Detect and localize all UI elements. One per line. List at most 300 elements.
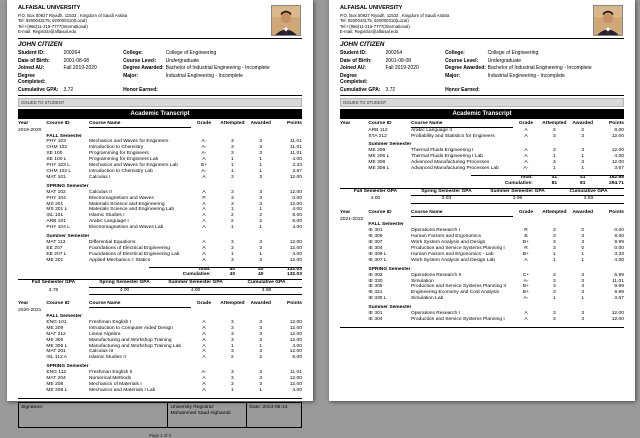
course-id-cell: ME 308: [368, 160, 386, 166]
course-row: [18, 388, 302, 394]
attempted-cell: 1: [231, 157, 234, 163]
awarded-cell: 3: [581, 240, 585, 246]
info-label: Joined AU:: [18, 65, 45, 72]
points-cell: 8.00: [292, 355, 302, 361]
course-id-cell: IE 309: [368, 234, 383, 240]
col-points: Points: [608, 120, 624, 126]
attempted-cell: 3: [553, 228, 556, 234]
course-id-cell: IE 307 L: [368, 257, 387, 263]
info-value: 3.72: [385, 87, 396, 94]
university-tel-local: Tel: 9200043175, 920000310(Local): [340, 18, 409, 24]
awarded-cell: 2: [581, 127, 585, 133]
course-row: [340, 134, 624, 140]
grade-cell: A-: [523, 278, 529, 284]
info-value: College of Engineering: [165, 50, 217, 56]
course-id-cell: CHM 102: [46, 145, 68, 151]
date-cell: Date: 2023-06-14: [249, 404, 288, 410]
cumulative-row: [340, 181, 624, 187]
col-year: Year: [18, 301, 29, 307]
info-label: Degree Awarded:: [123, 65, 164, 72]
total-row: [340, 175, 624, 181]
attempted-cell: 3: [553, 272, 556, 278]
awarded-cell: 0: [581, 228, 585, 234]
grade-cell: B+: [522, 251, 530, 257]
course-name-cell: Differential Equations: [88, 239, 136, 245]
course-id-cell: IE 330: [368, 278, 383, 284]
course-name-cell: Human Factors and Ergonomics - Lab: [410, 251, 494, 257]
course-id-cell: IE 302: [368, 272, 383, 278]
student-info: [340, 50, 624, 93]
attempted-cell: 3: [231, 381, 234, 387]
year-cell: [18, 355, 46, 361]
course-name-cell: Mechanics of Materials I: [88, 381, 142, 387]
gpa-cumulative-label: Cumulative GPA: [247, 280, 286, 286]
course-name-cell: Numerical Methods: [88, 376, 132, 382]
course-name-cell: Work System Analysis and Design: [410, 240, 486, 246]
year-cell: [18, 225, 46, 231]
points-cell: 4.00: [292, 225, 302, 231]
awarded-cell: 3: [259, 145, 263, 151]
gpa-summary: [340, 188, 624, 204]
course-id-cell: PHY 104: [46, 195, 66, 201]
grade-cell: A: [202, 387, 206, 393]
course-id-cell: MAT 113: [46, 239, 66, 245]
info-label: Major:: [445, 73, 461, 80]
grade-cell: A: [524, 133, 528, 139]
attempted-cell: 3: [231, 201, 234, 207]
attempted-cell: 1: [553, 251, 556, 257]
year-cell: [18, 388, 46, 394]
col-course-id: Course ID: [368, 120, 392, 126]
cumulative-label: Cumulative:: [504, 180, 533, 186]
course-id-cell: ME 208 L: [46, 387, 68, 393]
gpa-summer-value: 3.96: [512, 196, 523, 202]
awarded-cell: 2: [259, 213, 263, 219]
awarded-cell: 3: [259, 376, 263, 382]
cumulative-label: Cumulative:: [182, 272, 211, 278]
course-id-cell: PHY 103 L: [46, 163, 70, 169]
gpa-cumulative-value: 3.88: [261, 287, 272, 293]
grade-cell: A: [202, 225, 206, 231]
gpa-values: [340, 196, 624, 202]
awarded-cell: 3: [581, 290, 585, 296]
course-name-cell: Materials Science and Engineering: [88, 201, 165, 207]
info-label: Degree Awarded:: [445, 65, 486, 72]
points-cell: 12.00: [289, 201, 302, 207]
course-name-cell: Arabic Language I: [88, 219, 129, 225]
gpa-labels: [340, 189, 624, 195]
points-cell: 12.00: [289, 337, 302, 343]
year-value: 2021-2022: [340, 216, 364, 222]
info-label: Cumulative GPA:: [18, 87, 59, 94]
awarded-cell: 3: [259, 381, 263, 387]
course-id-cell: ME 306: [46, 337, 64, 343]
course-id-cell: IE 309 L: [368, 251, 387, 257]
awarded-cell: 3: [581, 272, 585, 278]
course-name-cell: Materials Science and Engineering Lab: [88, 207, 175, 213]
awarded-cell: 2: [259, 355, 263, 361]
awarded-cell: 1: [581, 166, 585, 172]
university-address: P.O. Box 50927 Riyadh, 11533 , Kingdom of Saudi Arabia: [18, 12, 128, 18]
issued-to-student-bar: ISSUED TO STUDENT: [18, 98, 302, 107]
points-cell: 4.00: [292, 387, 302, 393]
total-label: Total:: [519, 174, 533, 180]
course-id-cell: IE 301: [368, 228, 383, 234]
grade-cell: B+: [522, 284, 530, 290]
course-id-cell: ME 201: [46, 257, 64, 263]
col-attempted: Attempted: [542, 120, 567, 126]
header-divider: [18, 38, 302, 39]
course-name-cell: Linear Algebra: [88, 331, 121, 337]
info-value: Fall 2019-2020: [385, 65, 419, 72]
course-id-cell: PHY 104 L: [46, 225, 70, 231]
attempted-cell: 1: [553, 296, 556, 302]
attempted-cell: 1: [231, 207, 234, 213]
col-course-name: Course Name: [411, 121, 513, 128]
info-label: Honor Earned:: [123, 87, 158, 94]
points-cell: 12.00: [289, 331, 302, 337]
info-label: Degree Completed:: [340, 73, 368, 86]
course-name-cell: Introduction to Chemistry: [88, 145, 144, 151]
course-name-cell: Mechanics and Materials I Lab: [88, 387, 156, 393]
total-awarded: 40: [258, 266, 264, 272]
col-year: Year: [18, 120, 29, 126]
course-id-cell: ME 206 L: [368, 154, 390, 160]
grade-cell: A: [202, 201, 206, 207]
course-id-cell: IE 330 L: [368, 296, 387, 302]
total-label: Total:: [197, 266, 211, 272]
gpa-spring-value: 4.00: [119, 287, 130, 293]
course-id-cell: ME 209: [46, 325, 64, 331]
course-name-cell: Human Factors and Ergonomics: [410, 234, 482, 240]
university-address: P.O. Box 50927 Riyadh, 11533 , Kingdom of Saudi Arabia: [340, 12, 450, 18]
course-name-cell: Engineering Economy and Cost Analysis: [410, 290, 500, 296]
course-id-cell: EE 207: [46, 245, 63, 251]
gpa-fall-label: Fall Semester GPA: [31, 280, 76, 286]
info-label: Cumulative GPA:: [340, 87, 381, 94]
course-name-cell: Operations Research I: [410, 228, 460, 234]
table-end-rule: [340, 327, 624, 328]
university-info: [18, 5, 127, 35]
course-row: [340, 296, 624, 302]
points-cell: 12.00: [289, 174, 302, 180]
points-cell: 3.67: [614, 166, 624, 172]
col-points: Points: [608, 209, 624, 215]
cumulative-points: 132.03: [286, 272, 302, 278]
info-value: Undergraduate: [165, 57, 200, 64]
points-cell: 8.00: [292, 213, 302, 219]
col-year: Year: [340, 209, 351, 215]
attempted-cell: 1: [553, 154, 556, 160]
awarded-cell: 1: [259, 157, 263, 163]
transcript-title: Academic Transcript: [18, 109, 302, 119]
attempted-cell: 3: [553, 284, 556, 290]
grade-cell: A: [524, 148, 528, 154]
grade-cell: A: [202, 381, 206, 387]
course-name-cell: Manufacturing and Workshop Training Lab: [88, 343, 182, 349]
col-attempted: Attempted: [220, 120, 245, 126]
attempted-cell: 1: [231, 343, 234, 349]
semester-name: FALL Semester: [46, 314, 82, 319]
points-cell: 12.00: [289, 189, 302, 195]
course-name-cell: Simulation Lab: [410, 296, 444, 302]
awarded-cell: 0: [581, 246, 585, 252]
points-cell: 3.67: [292, 168, 302, 174]
attempted-cell: 3: [231, 239, 234, 245]
course-id-cell: ISL 101: [46, 213, 64, 219]
semester-name: FALL Semester: [46, 133, 82, 139]
awarded-cell: 1: [259, 163, 263, 169]
semester-spacer: [340, 323, 624, 326]
info-value: [385, 73, 445, 85]
course-id-cell: MAT 102: [46, 189, 66, 195]
grade-cell: A-: [523, 296, 529, 302]
university-tel-international: Tel:+(966)11-215-7777(International): [340, 23, 410, 29]
course-name-cell: Introduction to Chemistry Lab: [88, 168, 153, 174]
year-cell: [18, 258, 46, 264]
points-cell: 12.00: [289, 239, 302, 245]
year-cell: [340, 296, 368, 302]
grade-cell: A: [524, 311, 528, 317]
year-cell: [18, 175, 46, 181]
attempted-cell: 3: [231, 139, 234, 145]
points-cell: 12.00: [289, 381, 302, 387]
col-course-name: Course Name: [411, 210, 513, 217]
col-course-id: Course ID: [46, 301, 70, 307]
university-info: [340, 5, 449, 35]
awarded-cell: 3: [581, 278, 585, 284]
awarded-cell: 3: [259, 151, 263, 157]
course-name-cell: Foundations of Electrical Engineering: [88, 245, 170, 251]
info-label: Student ID:: [340, 50, 367, 56]
course-name-cell: Foundations of Electrical Engineering Lab: [88, 251, 180, 257]
awarded-cell: 3: [259, 139, 263, 145]
course-id-cell: EE 207 L: [46, 251, 67, 257]
awarded-cell: 1: [259, 207, 263, 213]
attempted-cell: 1: [231, 387, 234, 393]
attempted-cell: 2: [231, 219, 234, 225]
points-cell: 6.99: [614, 272, 624, 278]
year-block: [18, 121, 302, 295]
points-cell: 4.00: [292, 343, 302, 349]
grade-cell: A-: [201, 145, 207, 151]
info-value: [166, 87, 302, 93]
course-id-cell: IE 307: [368, 240, 383, 246]
course-row: [18, 175, 302, 181]
grade-cell: A: [524, 127, 528, 133]
points-cell: 3.67: [614, 296, 624, 302]
grade-cell: A: [202, 355, 206, 361]
grade-cell: A: [202, 257, 206, 263]
attempted-cell: 3: [553, 290, 556, 296]
course-name-cell: Manufacturing and Workshop Training: [88, 337, 172, 343]
awarded-cell: 3: [259, 337, 263, 343]
course-id-cell: MS 201: [46, 201, 64, 207]
awarded-cell: 1: [581, 296, 585, 302]
awarded-cell: 3: [581, 311, 585, 317]
attempted-cell: 3: [231, 325, 234, 331]
col-attempted: Attempted: [542, 209, 567, 215]
info-value: Undergraduate: [487, 57, 522, 64]
awarded-cell: 3: [259, 257, 263, 263]
course-id-cell: IE 304: [368, 246, 383, 252]
course-name-cell: Production and Service Systems Planning I: [410, 317, 505, 322]
course-row: [340, 317, 624, 323]
course-id-cell: ENG 101: [46, 319, 67, 325]
course-id-cell: ENG 112: [46, 370, 67, 376]
total-attempted: 40: [229, 266, 236, 272]
attempted-cell: 3: [231, 174, 234, 180]
awarded-cell: 3: [259, 174, 263, 180]
info-value: [488, 87, 624, 93]
total-awarded: 41: [580, 174, 586, 180]
col-grade: Grade: [518, 120, 534, 126]
attempted-cell: 3: [553, 133, 556, 139]
attempted-cell: 3: [231, 189, 234, 195]
course-id-cell: ARB 101: [46, 219, 66, 225]
points-cell: 12.00: [611, 311, 624, 317]
table-header-row: [18, 121, 302, 128]
course-id-cell: MS 201 L: [46, 207, 68, 213]
attempted-cell: 3: [553, 278, 556, 284]
info-value: Bachelor of Industrial Engineering - Incomplete: [487, 65, 592, 72]
course-name-cell: Production and Service Systems Planning II: [410, 284, 507, 290]
course-name-cell: Work System Analysis and Design Lab: [410, 257, 495, 263]
course-name-cell: Mechanics and Waves for Engineers: [88, 139, 169, 145]
grade-cell: A: [202, 319, 206, 325]
awarded-cell: 3: [259, 189, 263, 195]
course-name-cell: Calculus II: [88, 189, 112, 195]
course-id-cell: ME 306 L: [46, 343, 68, 349]
points-cell: 0.00: [292, 195, 302, 201]
points-cell: 4.00: [292, 157, 302, 163]
grade-cell: A: [524, 154, 528, 160]
attempted-cell: 3: [553, 317, 556, 322]
info-divider: [340, 95, 624, 96]
attempted-cell: 2: [231, 355, 234, 361]
attempted-cell: 2: [553, 127, 556, 133]
year-cell: [340, 258, 368, 264]
course-name-cell: Probability and Statistics for Engineers: [410, 133, 495, 139]
total-points: 132.03: [286, 266, 302, 272]
attempted-cell: 3: [231, 151, 234, 157]
signature-cell: Signature:: [19, 403, 168, 427]
year-value: 2020-2021: [18, 308, 42, 314]
grade-cell: A: [202, 219, 206, 225]
course-id-cell: IE 304: [368, 317, 383, 322]
grade-cell: A: [524, 160, 528, 166]
course-id-cell: ME 206: [368, 148, 386, 154]
points-cell: 9.00: [614, 234, 624, 240]
course-id-cell: MAT 204: [46, 376, 66, 382]
semester-name: Summer Semester: [368, 305, 412, 311]
info-label: Course Level:: [123, 57, 157, 64]
attempted-cell: 3: [231, 257, 234, 263]
col-awarded: Awarded: [250, 301, 272, 307]
awarded-cell: 1: [581, 257, 585, 263]
grade-cell: A-: [201, 139, 207, 145]
attempted-cell: 1: [231, 251, 234, 257]
attempted-cell: 3: [231, 331, 234, 337]
grade-cell: C+: [522, 272, 530, 278]
awarded-cell: 3: [581, 133, 585, 139]
col-year: Year: [340, 120, 351, 126]
awarded-cell: 1: [581, 251, 585, 257]
cumulative-attempted: 81: [551, 180, 558, 186]
course-id-cell: MAT 101: [46, 174, 66, 180]
attempted-cell: 1: [231, 168, 234, 174]
page-2: [329, 0, 635, 401]
col-points: Points: [286, 301, 302, 307]
col-course-name: Course Name: [89, 301, 191, 308]
course-name-cell: Programming for Engineers: [88, 151, 149, 157]
course-id-cell: IE 301: [368, 311, 383, 317]
grade-cell: B+: [522, 290, 530, 296]
info-value: College of Engineering: [487, 50, 539, 56]
info-value: Industrial Engineering - Incomplete: [165, 73, 243, 80]
attempted-cell: 3: [553, 234, 556, 240]
student-name: JOHN CITIZEN: [340, 41, 385, 48]
grade-cell: A: [202, 245, 206, 251]
course-row: [340, 258, 624, 264]
points-cell: 12.00: [289, 349, 302, 355]
points-cell: 0.00: [614, 228, 624, 234]
total-row: [18, 267, 302, 273]
points-cell: 3.33: [614, 251, 624, 257]
course-name-cell: Thermal Fluids Engineering I: [410, 148, 474, 154]
grade-cell: A: [524, 317, 528, 322]
registrar-label: University Registrar:: [170, 404, 215, 410]
student-photo: [593, 5, 623, 36]
awarded-cell: 3: [581, 234, 585, 240]
points-cell: 12.00: [289, 245, 302, 251]
awarded-cell: 3: [581, 160, 585, 166]
attempted-cell: 1: [553, 166, 556, 172]
col-grade: Grade: [196, 120, 212, 126]
info-label: Joined AU:: [340, 65, 367, 72]
info-label: Date of Birth:: [340, 57, 372, 64]
points-cell: 9.99: [614, 290, 624, 296]
course-id-cell: MAT 212: [46, 331, 66, 337]
total-attempted: 41: [551, 174, 558, 180]
points-cell: 12.00: [611, 317, 624, 322]
col-course-id: Course ID: [46, 120, 70, 126]
cumulative-attempted: 40: [229, 272, 236, 278]
course-name-cell: Freshman English I: [88, 319, 132, 325]
attempted-cell: 3: [231, 145, 234, 151]
col-course-id: Course ID: [368, 209, 392, 215]
course-id-cell: CHM 102 L: [46, 168, 72, 174]
attempted-cell: 3: [231, 349, 234, 355]
awarded-cell: 2: [259, 219, 263, 225]
grade-cell: A: [202, 251, 206, 257]
points-cell: 0.00: [614, 246, 624, 252]
awarded-cell: 3: [259, 239, 263, 245]
points-cell: 12.00: [289, 319, 302, 325]
points-cell: 9.99: [614, 284, 624, 290]
info-value: Industrial Engineering - Incomplete: [487, 73, 565, 80]
attempted-cell: 3: [553, 240, 556, 246]
university-email: E-mail: Registrar@alfaisal.edu: [340, 29, 399, 35]
course-id-cell: STA 212: [368, 133, 387, 139]
grade-cell: A: [202, 213, 206, 219]
header-divider: [340, 38, 624, 39]
table-header-row: [340, 210, 624, 217]
attempted-cell: 3: [231, 319, 234, 325]
col-grade: Grade: [518, 209, 534, 215]
col-points: Points: [286, 120, 302, 126]
gpa-spring-value: 3.93: [441, 196, 452, 202]
